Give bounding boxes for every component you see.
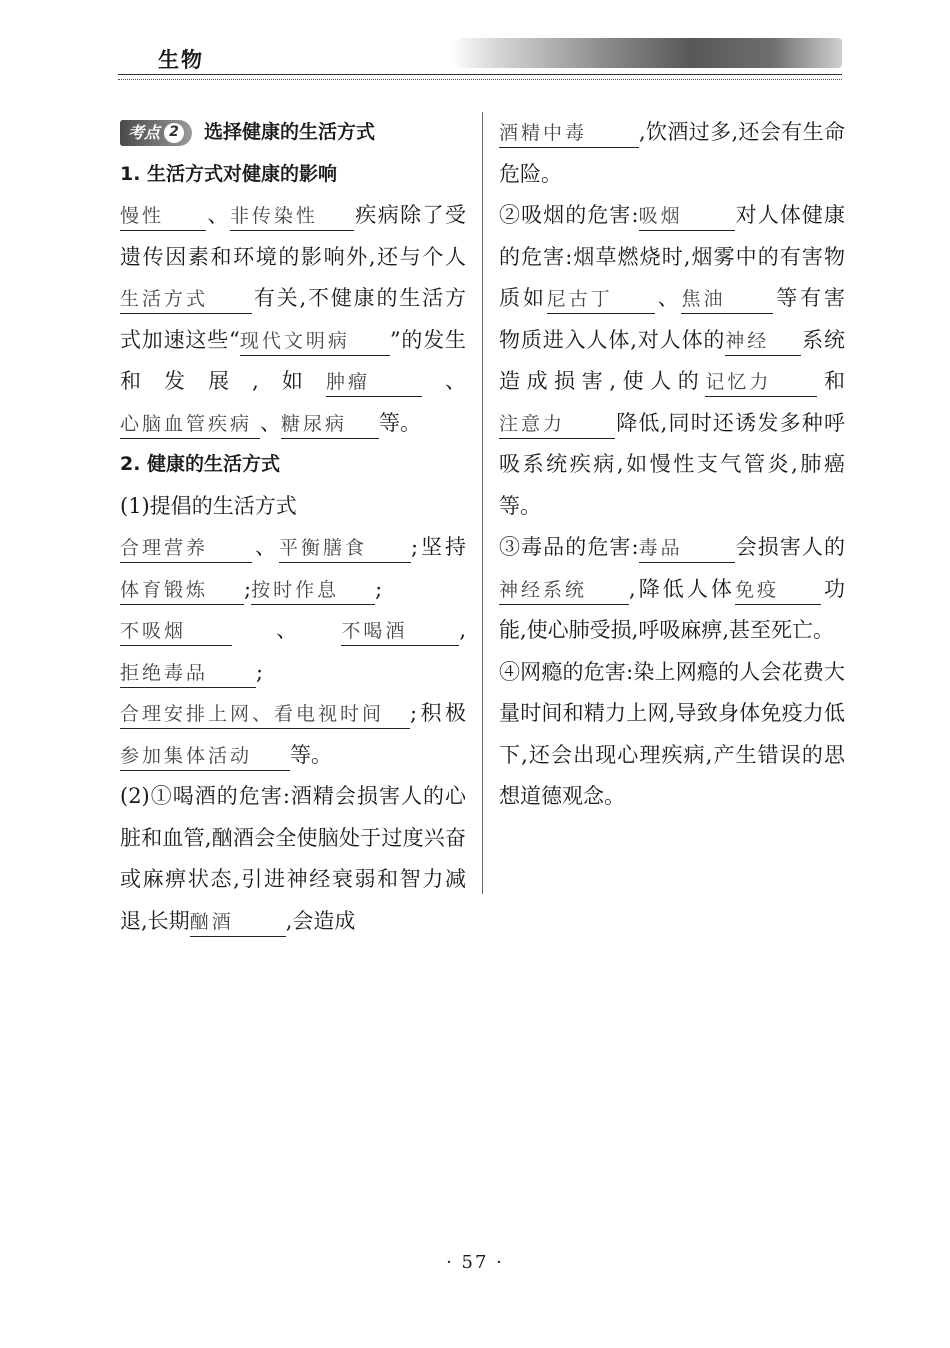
- answer-blank: 糖尿病: [281, 410, 379, 439]
- text-run: ,会造成: [285, 908, 356, 933]
- answer-blank: 注意力: [499, 410, 615, 439]
- part2-list-paragraph: [120, 527, 466, 776]
- answer-blank: 非传染性: [230, 202, 354, 231]
- text-run: ;坚持: [410, 535, 467, 559]
- smoking-paragraph: [499, 195, 845, 527]
- internet-paragraph: ④网瘾的危害:染上网瘾的人会花费大量时间和精力上网,导致身体免疫力低下,还会出现心理疾病,产生错误的思想道德观念。: [499, 659, 845, 808]
- answer-blank: 参加集体活动: [120, 742, 290, 771]
- drinking-paragraph: [120, 776, 466, 942]
- part1-paragraph: [120, 195, 466, 444]
- answer-blank: 合理营养: [120, 534, 252, 563]
- header-decorative-bar: [450, 38, 842, 68]
- text-run: 、: [421, 369, 466, 393]
- answer-blank: 心脑血管疾病: [120, 410, 260, 439]
- section-tag: [120, 120, 192, 146]
- text-run: 功能,使心肺受损,呼吸麻痹,甚至死亡。: [499, 576, 845, 642]
- text-run: 、: [232, 618, 342, 642]
- subject-label: 生物: [158, 48, 204, 72]
- text-run: ;: [375, 576, 383, 601]
- text-run: 、: [252, 535, 279, 559]
- header-rule: [118, 74, 842, 75]
- text-run: (2)①喝酒的危害:酒精会损害人的心脏和血管,酗酒会全使脑处于过度兴奋或麻痹状态,引进神经衰弱和智力减退,长期: [120, 784, 466, 933]
- text-run: 等。: [290, 742, 332, 767]
- answer-blank: 拒绝毒品: [120, 659, 256, 688]
- answer-blank: 神经: [725, 327, 801, 356]
- answer-blank: 现代文明病: [240, 327, 390, 356]
- answer-blank: 毒品: [639, 534, 735, 563]
- answer-blank: 生活方式: [120, 285, 252, 314]
- text-run: 会损害人的: [734, 535, 845, 559]
- left-column: [120, 112, 466, 942]
- text-run: ②吸烟的危害:: [499, 203, 639, 227]
- text-run: 、: [206, 203, 230, 227]
- header-dotted-rule: [118, 79, 842, 80]
- answer-blank: 酒精中毒: [499, 119, 639, 148]
- text-run: 等有害物质进入人体,对人体的: [499, 286, 846, 352]
- answer-blank: 神经系统: [499, 576, 629, 605]
- answer-blank: 不喝酒: [341, 617, 459, 646]
- drugs-paragraph: [499, 527, 845, 652]
- section-tag-number: 2: [164, 123, 184, 143]
- section-tag-label: 考点: [128, 123, 161, 142]
- text-run: ;: [256, 659, 264, 684]
- answer-blank: 体育锻炼: [120, 576, 244, 605]
- answer-blank: 不吸烟: [120, 617, 232, 646]
- text-run: ③毒品的危害:: [499, 535, 639, 559]
- text-run: ,饮酒过多,还会有生命危险。: [499, 120, 845, 186]
- answer-blank: 焦油: [681, 285, 773, 314]
- part1-heading: 1. 生活方式对健康的影响: [120, 162, 338, 185]
- text-run: 和: [817, 369, 845, 393]
- answer-blank: 免疫: [735, 576, 821, 605]
- text-run: ,降低人体: [629, 576, 735, 601]
- answer-blank: 吸烟: [639, 202, 735, 231]
- answer-blank: 按时作息: [251, 576, 375, 605]
- drinking-continuation: [499, 112, 845, 195]
- text-run: 、: [654, 286, 682, 310]
- column-divider: [482, 112, 483, 894]
- text-run: 对人体健康的危害:烟草燃烧时,烟雾中的有害物质如: [499, 203, 845, 310]
- text-run: ;: [244, 576, 252, 601]
- text-run: ;积极: [410, 701, 466, 725]
- text-run: 等。: [379, 410, 421, 435]
- right-column: [499, 112, 845, 818]
- part2-sub1: (1)提倡的生活方式: [120, 493, 297, 518]
- section-title: 选择健康的生活方式: [204, 121, 376, 143]
- answer-blank: 尼古丁: [547, 285, 655, 314]
- text-run: 系统造成损害,使人的: [499, 327, 845, 393]
- text-run: ”的发生和发展,如: [120, 327, 466, 393]
- text-run: 疾病除了受遗传因素和环境的影响外,还与个人: [120, 203, 467, 269]
- answer-blank: 肿瘤: [326, 368, 422, 397]
- answer-blank: 合理安排上网、看电视时间: [120, 700, 410, 729]
- text-run: 、: [260, 410, 281, 435]
- section-heading: [120, 112, 466, 154]
- answer-blank: 记忆力: [705, 368, 817, 397]
- text-run: ,: [459, 618, 466, 642]
- page-number: · 57 ·: [446, 1252, 504, 1273]
- part2-heading: 2. 健康的生活方式: [120, 453, 281, 475]
- text-run: 降低,同时还诱发多种呼吸系统疾病,如慢性支气管炎,肺癌等。: [499, 410, 845, 518]
- text-run: 有关,不健康的生活方式加速这些“: [120, 286, 466, 352]
- answer-blank: 平衡膳食: [279, 534, 411, 563]
- answer-blank: 慢性: [120, 202, 206, 231]
- answer-blank: 酗酒: [190, 908, 286, 937]
